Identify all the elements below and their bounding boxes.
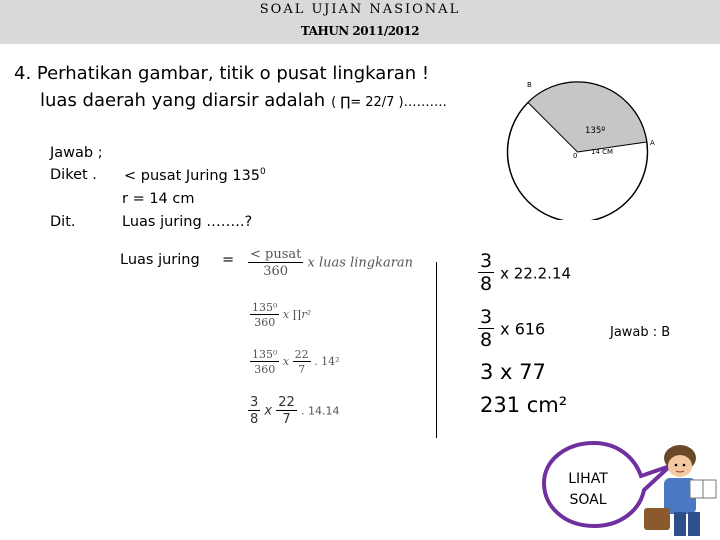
step-4-num: 3: [250, 395, 259, 410]
jawab-label: Jawab ;: [50, 145, 103, 161]
step-3-f2-den: 7: [298, 363, 306, 376]
student-illustration: [640, 440, 720, 540]
result-2-fraction: [478, 308, 494, 350]
step-4-f2-num: 22: [278, 395, 295, 410]
result-1-den: 8: [480, 273, 493, 295]
step-4-rest: . 14.14: [300, 404, 340, 418]
step-4-den: 8: [250, 412, 259, 427]
divider-line: [436, 262, 437, 438]
step-3: [250, 349, 340, 375]
circle-figure: [505, 70, 665, 220]
question-line-1: 4. Perhatikan gambar, titik o pusat lingkaran !: [14, 63, 430, 84]
step-3-num: 135⁰: [252, 348, 278, 361]
step-4: [248, 396, 339, 426]
header-bar: [0, 0, 720, 44]
label-angle: 135º: [585, 126, 606, 136]
answer-text: Jawab : B: [610, 325, 671, 340]
step-1-num: < pusat: [250, 247, 302, 262]
label-b: B: [527, 81, 532, 89]
result-1: [478, 252, 571, 294]
diket-angle-text: < pusat Juring 135: [124, 167, 261, 184]
diket-angle-sup: 0: [260, 167, 266, 177]
question-text: luas daerah yang diarsir adalah: [40, 90, 326, 111]
lihat-soal-button[interactable]: [548, 469, 628, 511]
lihat-soal-line-2: SOAL: [569, 492, 607, 508]
result-3: 3 x 77: [480, 360, 546, 384]
dit-label: Dit.: [50, 214, 76, 230]
step-2-den: 360: [254, 316, 276, 329]
diket-angle: [124, 167, 266, 184]
step-2-num: 135⁰: [252, 301, 278, 314]
result-2-rest: x 616: [500, 319, 546, 339]
result-4: 231 cm²: [480, 393, 568, 417]
luas-juring-label: Luas juring: [120, 252, 200, 268]
label-a: A: [650, 139, 655, 147]
step-3-fraction-2: [293, 349, 311, 375]
question-line-2: [40, 90, 447, 111]
step-4-mid: x: [264, 403, 273, 419]
step-1-rest: x luas lingkaran: [307, 255, 414, 271]
result-2-num: 3: [480, 306, 493, 328]
step-2-fraction: [250, 302, 279, 328]
step-1-den: 360: [263, 264, 289, 279]
step-1: [248, 248, 413, 278]
label-radius: 14 CM: [591, 148, 614, 156]
label-o: 0: [573, 152, 578, 160]
step-2-rest: x ∏r²: [282, 308, 312, 321]
diket-label: Diket .: [50, 167, 97, 183]
result-1-num: 3: [480, 250, 493, 272]
step-4-f2-den: 7: [282, 412, 291, 427]
step-3-fraction: [250, 349, 279, 375]
result-1-fraction: [478, 252, 494, 294]
result-2: [478, 308, 545, 350]
diket-radius: r = 14 cm: [122, 191, 195, 207]
step-3-den: 360: [254, 363, 276, 376]
lihat-soal-line-1: LIHAT: [568, 471, 608, 487]
step-4-fraction: [248, 396, 260, 426]
step-1-fraction: [248, 248, 303, 278]
step-3-f2-num: 22: [294, 348, 309, 361]
equals-sign: =: [222, 252, 235, 268]
dit-value: Luas juring ……..?: [122, 214, 253, 230]
step-3-mid: x: [282, 355, 290, 368]
step-4-fraction-2: [276, 396, 297, 426]
result-1-rest: x 22.2.14: [500, 264, 572, 283]
pi-note: ( ∏= 22/7 )……….: [331, 95, 447, 110]
step-3-rest: . 14²: [314, 355, 340, 368]
step-2: [250, 302, 311, 328]
header-year: TAHUN 2011/2012: [300, 24, 420, 38]
header-title: SOAL UJIAN NASIONAL: [259, 2, 461, 17]
result-2-den: 8: [480, 329, 493, 351]
